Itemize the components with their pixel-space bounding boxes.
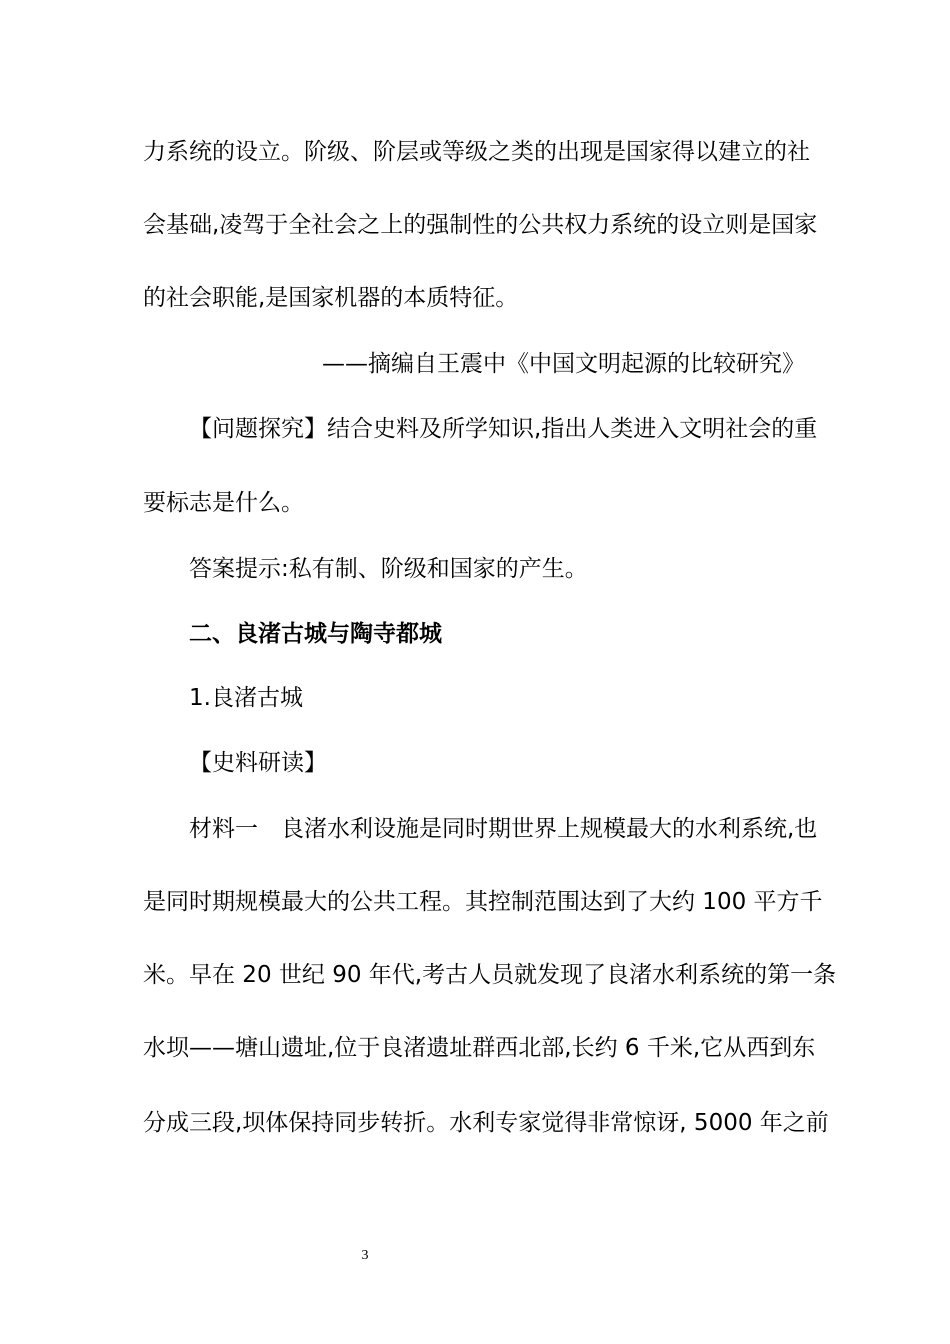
citation: ——摘编自王震中《中国文明起源的比较研究》 (322, 351, 805, 377)
question-line: 要标志是什么。 (143, 490, 304, 516)
material-line: 材料一 良渚水利设施是同时期世界上规模最大的水利系统,也 (189, 816, 818, 842)
material-line: 水坝——塘山遗址,位于良渚遗址群西北部,长约 6 千米,它从西到东 (143, 1035, 816, 1061)
paragraph-line: 会基础,凌驾于全社会之上的强制性的公共权力系统的设立则是国家 (143, 212, 818, 238)
question-line: 【问题探究】结合史料及所学知识,指出人类进入文明社会的重 (189, 416, 818, 442)
reading-label: 【史料研读】 (189, 750, 327, 776)
subsection-heading: 1.良渚古城 (189, 685, 303, 711)
material-line: 是同时期规模最大的公共工程。其控制范围达到了大约 100 平方千 (143, 889, 823, 915)
paragraph-line: 力系统的设立。阶级、阶层或等级之类的出现是国家得以建立的社 (143, 139, 810, 165)
paragraph-line: 的社会职能,是国家机器的本质特征。 (143, 285, 519, 311)
page-number: 3 (361, 1248, 369, 1263)
answer-hint: 答案提示:私有制、阶级和国家的产生。 (189, 556, 588, 582)
section-heading: 二、良渚古城与陶寺都城 (189, 621, 442, 647)
material-line: 分成三段,坝体保持同步转折。水利专家觉得非常惊讶, 5000 年之前 (143, 1110, 829, 1136)
material-line: 米。早在 20 世纪 90 年代,考古人员就发现了良渚水利系统的第一条 (143, 962, 837, 988)
